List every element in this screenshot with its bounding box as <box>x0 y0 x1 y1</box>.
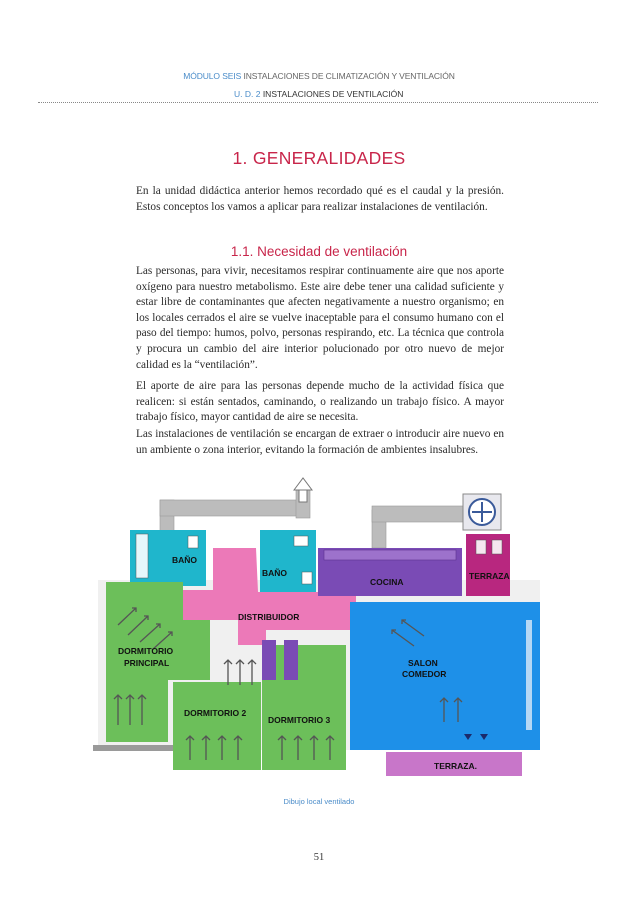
label-dormitorio-principal-1: DORMITORIO <box>118 646 174 656</box>
unit-label: U. D. 2 <box>234 89 261 99</box>
label-salon-2: COMEDOR <box>402 669 447 679</box>
section-title: 1. GENERALIDADES <box>232 148 406 168</box>
kitchen-counter <box>324 550 456 560</box>
label-dormitorio-principal-2: PRINCIPAL <box>124 658 170 668</box>
label-cocina: COCINA <box>370 577 404 587</box>
module-label: MÓDULO SEIS <box>183 71 242 81</box>
bathtub-icon <box>136 534 148 578</box>
module-header <box>0 71 638 81</box>
toilet-icon <box>302 572 312 584</box>
module-title: INSTALACIONES DE CLIMATIZACIÓN Y VENTILACIÓN <box>241 71 455 81</box>
extraction-duct-right <box>372 506 472 548</box>
window <box>526 620 532 730</box>
ventilated-floor-plan <box>88 470 553 790</box>
room-dormitorio-2 <box>173 682 261 770</box>
label-terraza-1: TERRAZA <box>469 571 510 581</box>
toilet-icon <box>188 536 198 548</box>
body-paragraph-3: Las instalaciones de ventilación se encargan de extraer o introducir aire nuevo en un ambiente o zona interior, evitando la formación de ambientes insalubres. <box>136 428 504 456</box>
wardrobe-1 <box>262 640 276 680</box>
body-paragraph-2: El aporte de aire para las personas depende mucho de la actividad física que realicen: si están sentados, caminando, o realizando un trabajo físico. A mayor trabajo físico, mayor cantidad de aire se necesita. <box>136 380 504 424</box>
washer-icon <box>476 540 486 554</box>
label-bano-1: BAÑO <box>172 555 198 565</box>
figure-caption: Dibujo local ventilado <box>283 797 355 806</box>
fan-icon <box>463 494 501 530</box>
header-divider <box>38 102 598 103</box>
label-bano-2: BAÑO <box>262 568 288 578</box>
body-paragraph-1: Las personas, para vivir, necesitamos respirar continuamente aire que nos aporte oxígeno para nuestro metabolismo. Este aire debe tener una calidad suficiente y estar libre de contaminantes que afecten negativamente a nuestro organismo; en los locales cerrados el aire se vuelve inaceptable para el consumo humano con el paso del tiempo: humos, polvo, personas respirando, etc. La técnica que controla y procura un cambio del aire interior polucionado por otro nuevo de mejor calidad es la “ventilación”. <box>136 265 504 371</box>
label-terraza-2: TERRAZA. <box>434 761 477 771</box>
shower-tray-icon <box>294 536 308 546</box>
unit-header <box>234 89 403 99</box>
wall-bottom-left <box>93 745 183 751</box>
intro-paragraph: En la unidad didáctica anterior hemos recordado qué es el caudal y la presión. Estos conceptos los vamos a aplicar para realizar instalaciones de ventilación. <box>136 185 504 213</box>
wardrobe-2 <box>284 640 298 680</box>
subsection-title: 1.1. Necesidad de ventilación <box>230 244 408 259</box>
unit-title: INSTALACIONES DE VENTILACIÓN <box>260 89 404 99</box>
room-terraza-1 <box>466 534 510 596</box>
label-distribuidor: DISTRIBUIDOR <box>238 612 300 622</box>
washer-icon <box>492 540 502 554</box>
label-dormitorio-2: DORMITORIO 2 <box>184 708 247 718</box>
exhaust-arrow-shaft <box>299 490 307 502</box>
label-salon-1: SALON <box>408 658 438 668</box>
page-number: 51 <box>313 852 325 863</box>
label-dormitorio-3: DORMITORIO 3 <box>268 715 331 725</box>
exhaust-arrow-icon <box>294 478 312 490</box>
